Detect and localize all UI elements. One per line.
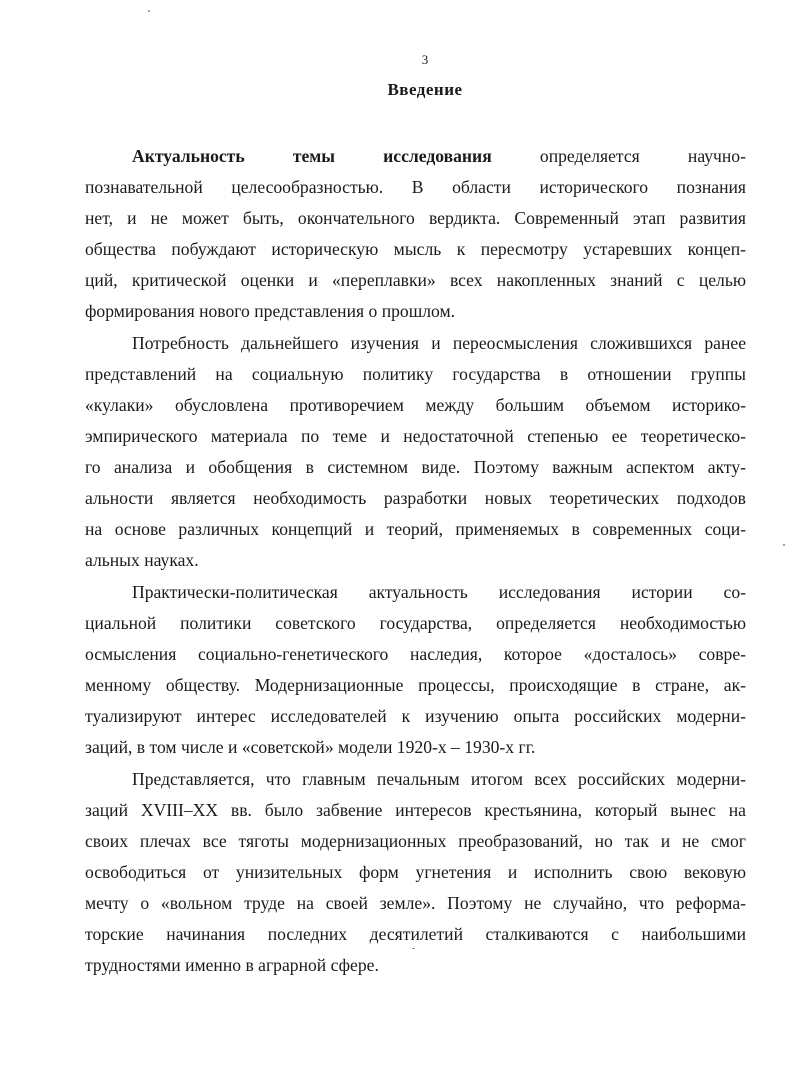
paragraph-1-word-1: Актуальность [132, 146, 245, 166]
speck-right [783, 544, 785, 546]
paragraph-1-line-1 [132, 144, 746, 168]
paragraph-1-word-4: определяется [539, 146, 640, 166]
paragraph-3-line-4: менному обществу. Модернизационные процессы, происходящие в стране, ак- [85, 675, 746, 695]
paragraph-2-line-7: на основе различных концепций и теорий, применяемых в современных соци- [85, 519, 746, 539]
paragraph-4-line-3: своих плечах все тяготы модернизационных преобразований, но так и не смог [85, 831, 746, 851]
paragraph-2-line-4: эмпирического материала по теме и недостаточной степенью ее теоретическо- [85, 426, 746, 446]
paragraph-1-line-2: познавательной целесообразностью. В области исторического познания [85, 177, 746, 197]
paragraph-1-line-6: формирования нового представления о прошлом. [85, 301, 456, 321]
paragraph-2-line-1: Потребность дальнейшего изучения и переосмысления сложившихся ранее [132, 333, 746, 353]
paragraph-3-line-1: Практически-политическая актуальность исследования истории со- [132, 582, 746, 602]
paragraph-1-word-2: темы [292, 146, 335, 166]
speck-bottom [412, 948, 415, 949]
paragraph-3-line-6: заций, в том числе и «советской» модели 1920-х – 1930-х гг. [85, 737, 536, 757]
paragraph-2-line-2: представлений на социальную политику государства в отношении группы [85, 364, 746, 384]
page-number: 3 [421, 52, 429, 67]
paragraph-4-line-5: мечту о «вольном труде на своей земле». Поэтому не случайно, что реформа- [85, 893, 746, 913]
speck-top [148, 10, 150, 12]
paragraph-4-line-2: заций XVIII–XX вв. было забвение интересов крестьянина, который вынес на [85, 800, 746, 820]
paragraph-4-line-6: торские начинания последних десятилетий сталкиваются с наибольшими [85, 924, 746, 944]
paragraph-2-line-6: альности является необходимость разработки новых теоретических подходов [85, 488, 746, 508]
paragraph-2-line-3: «кулаки» обусловлена противоречием между большим объемом историко- [85, 395, 746, 415]
paragraph-4-line-1: Представляется, что главным печальным итогом всех российских модерни- [132, 769, 746, 789]
paragraph-3-line-3: осмысления социально-генетического наследия, которое «досталось» совре- [85, 644, 746, 664]
paragraph-1-line-4: общества побуждают историческую мысль к пересмотру устаревших концеп- [85, 239, 746, 259]
paragraph-2-line-5: го анализа и обобщения в системном виде. Поэтому важным аспектом акту- [85, 457, 746, 477]
paragraph-1-word-3: исследования [383, 146, 492, 166]
paragraph-3-line-5: туализируют интерес исследователей к изучению опыта российских модерни- [85, 706, 746, 726]
paragraph-4-line-4: освободиться от унизительных форм угнетения и исполнить свою вековую [85, 862, 746, 882]
paragraph-3-line-2: циальной политики советского государства, определяется необходимостью [85, 613, 746, 633]
paragraph-4-line-7: трудностями именно в аграрной сфере. [85, 955, 379, 975]
paragraph-2-line-8: альных науках. [85, 550, 199, 570]
page-title: Введение [387, 80, 463, 99]
paragraph-1-line-3: нет, и не может быть, окончательного вердикта. Современный этап развития [85, 208, 746, 228]
paragraph-1-word-5: научно- [687, 146, 746, 166]
paragraph-1-line-5: ций, критической оценки и «переплавки» всех накопленных знаний с целью [85, 270, 746, 290]
